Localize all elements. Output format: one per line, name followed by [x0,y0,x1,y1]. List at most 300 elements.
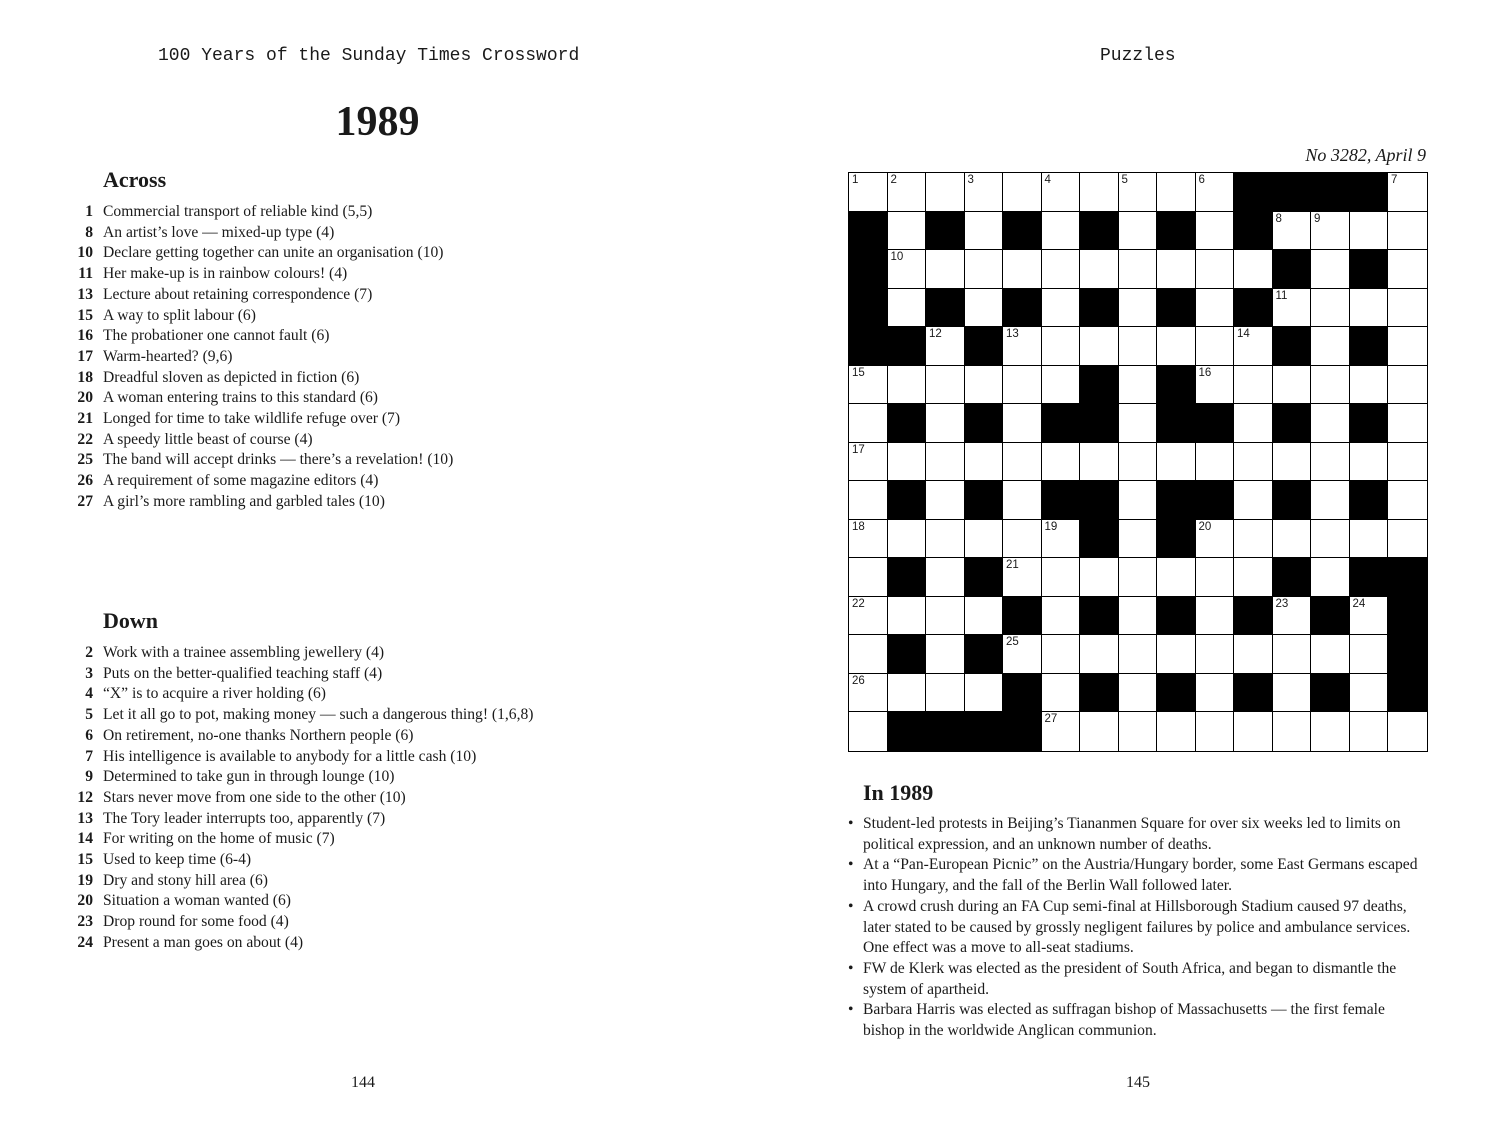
black-square [1234,674,1273,713]
down-clue [70,705,630,726]
grid-cell [1350,635,1389,674]
clue-text: The band will accept drinks — there’s a revelation! (10) [103,451,454,469]
grid-cell [1042,173,1081,212]
black-square [849,327,888,366]
grid-cell [1196,289,1235,328]
black-square [926,712,965,751]
down-clue [70,933,630,954]
year-title: 1989 [335,99,420,145]
grid-cell [1311,443,1350,482]
down-clue [70,767,630,788]
grid-cell [888,443,927,482]
cell-number: 1 [852,174,859,186]
grid-cell [926,520,965,559]
clue-number: 22 [77,430,93,448]
grid-cell [888,212,927,251]
grid-cell [1311,558,1350,597]
grid-cell [1388,404,1427,443]
black-square [1080,481,1119,520]
grid-cell [888,289,927,328]
down-clue [70,684,630,705]
black-square [888,712,927,751]
black-square [849,212,888,251]
black-square [1080,212,1119,251]
grid-cell [1273,635,1312,674]
clue-number: 17 [77,347,93,365]
clue-number: 13 [77,809,93,827]
grid-cell [1003,481,1042,520]
clue-text: On retirement, no-one thanks Northern people (6) [103,726,414,744]
across-clues [70,202,630,513]
grid-cell [1080,173,1119,212]
grid-cell [1350,289,1389,328]
black-square [1234,597,1273,636]
grid-cell [1196,674,1235,713]
cell-number: 8 [1275,212,1282,225]
clue-number: 15 [77,851,93,869]
black-square [1350,173,1389,212]
black-square [1003,212,1042,251]
down-clues [70,643,630,954]
grid-cell [926,558,965,597]
grid-cell [1042,558,1081,597]
clue-text: An artist’s love — mixed-up type (4) [103,223,335,241]
grid-cell [1311,481,1350,520]
grid-cell [1388,327,1427,366]
grid-cell [1157,327,1196,366]
black-square [888,635,927,674]
black-square [1080,597,1119,636]
cell-number: 13 [1006,328,1019,340]
grid-cell [1196,712,1235,751]
grid-cell [1157,712,1196,751]
black-square [1273,327,1312,366]
clue-number: 21 [77,410,93,428]
grid-cell [1080,327,1119,366]
cell-number: 19 [1044,520,1058,533]
grid-cell [965,250,1004,289]
grid-cell [1042,712,1081,751]
down-clue [70,829,630,850]
grid-cell [849,558,888,597]
black-square [1080,366,1119,405]
bullet-icon: • [848,815,854,832]
across-clue [70,306,630,327]
cell-number: 24 [1352,597,1366,610]
clue-number: 3 [85,664,93,682]
fact-item [848,814,1428,855]
black-square [1157,366,1196,405]
clue-number: 9 [85,768,93,786]
clue-text: Commercial transport of reliable kind (5,5) [103,203,373,220]
grid-cell [1350,443,1389,482]
grid-cell [1196,597,1235,636]
bullet-icon: • [848,959,854,977]
grid-cell [1234,712,1273,751]
grid-cell [1311,404,1350,443]
cell-number: 4 [1044,174,1051,186]
grid-cell [926,327,965,366]
black-square [888,404,927,443]
clue-number: 25 [77,451,93,469]
black-square [1273,404,1312,443]
clue-number: 24 [77,933,93,951]
grid-cell [1350,712,1389,751]
black-square [1080,404,1119,443]
grid-cell [1157,443,1196,482]
black-square [1350,481,1389,520]
cell-number: 22 [852,597,865,610]
grid-cell [888,520,927,559]
grid-cell [1350,597,1389,636]
grid-cell [1273,443,1312,482]
cell-number: 11 [1275,289,1288,302]
clue-text: Her make-up is in rainbow colours! (4) [103,265,348,283]
clue-number: 1 [85,203,93,220]
grid-cell [1042,250,1081,289]
grid-cell [1311,366,1350,405]
black-square [1157,597,1196,636]
grid-cell [1273,712,1312,751]
black-square [1273,173,1312,212]
black-square [1003,597,1042,636]
black-square [1196,481,1235,520]
black-square [1003,289,1042,328]
cell-number: 23 [1275,597,1289,610]
clue-text: Let it all go to pot, making money — such a dangerous thing! (1,6,8) [103,706,534,724]
fact-text: Barbara Harris was elected as suffragan bishop of Massachusetts — the first female bishop in the worldwide Anglican communion. [863,1001,1385,1040]
fact-text: At a “Pan-European Picnic” on the Austria/Hungary border, some East Germans escaped into Hungary, and the fall of the Berlin Wall followed later. [863,856,1418,895]
grid-cell [1042,635,1081,674]
grid-cell [1119,212,1158,251]
grid-cell [849,597,888,636]
grid-cell [1119,173,1158,212]
grid-cell [1234,635,1273,674]
cell-number: 5 [1121,174,1128,186]
cell-number: 10 [890,251,904,263]
grid-cell [849,173,888,212]
clue-number: 6 [85,726,93,744]
black-square [1234,212,1273,251]
grid-cell [965,173,1004,212]
clue-text: A speedy little beast of course (4) [103,430,313,448]
grid-cell [849,520,888,559]
black-square [849,289,888,328]
black-square [1350,250,1389,289]
facts-heading: In 1989 [863,780,934,805]
grid-cell [1003,635,1042,674]
clue-text: His intelligence is available to anybody for a little cash (10) [103,747,477,765]
down-clue [70,891,630,912]
down-clue [70,643,630,664]
facts-list [848,814,1428,1042]
black-square [926,212,965,251]
grid-cell [849,404,888,443]
grid-cell [965,366,1004,405]
down-clue [70,664,630,685]
black-square [1157,520,1196,559]
grid-cell [1157,250,1196,289]
grid-cell [1388,212,1427,251]
cell-number: 18 [852,520,865,533]
clue-text: Situation a woman wanted (6) [103,892,291,910]
black-square [965,327,1004,366]
black-square [1388,597,1427,636]
down-clue [70,726,630,747]
grid-cell [1388,520,1427,559]
grid-cell [1234,327,1273,366]
cell-number: 17 [852,443,865,456]
grid-cell [1196,327,1235,366]
grid-cell [1311,212,1350,251]
grid-cell [1350,674,1389,713]
clue-number: 10 [77,244,93,262]
cell-number: 21 [1006,559,1019,571]
clue-text: Dreadful sloven as depicted in fiction (6) [103,368,360,386]
black-square [1273,250,1312,289]
fact-text: FW de Klerk was elected as the president of South Africa, and began to dismantle the system of apartheid. [863,959,1397,998]
clue-text: Stars never move from one side to the other (10) [103,788,406,806]
grid-cell [965,443,1004,482]
cell-number: 25 [1006,636,1019,648]
grid-cell [1119,443,1158,482]
grid-cell [1388,173,1427,212]
grid-cell [1388,443,1427,482]
grid-cell [1080,250,1119,289]
grid-cell [849,481,888,520]
grid-cell [1234,558,1273,597]
black-square [965,481,1004,520]
clue-number: 8 [85,223,93,241]
grid-cell [965,520,1004,559]
grid-cell [1234,481,1273,520]
black-square [1350,404,1389,443]
grid-cell [1003,173,1042,212]
down-clue [70,871,630,892]
fact-text: A crowd crush during an FA Cup semi-final at Hillsborough Stadium caused 97 deaths, later stated to be caused by grossly negligent failures by police and ambulance services. One effect was a move to all-seat stadiums. [863,897,1411,957]
grid-cell [1157,635,1196,674]
grid-cell [1003,404,1042,443]
cell-number: 12 [929,328,942,340]
grid-cell [1311,250,1350,289]
black-square [1388,635,1427,674]
black-square [888,327,927,366]
black-square [888,558,927,597]
black-square [1157,212,1196,251]
down-clue [70,788,630,809]
clue-text: The probationer one cannot fault (6) [103,327,330,345]
across-clue [70,388,630,409]
across-clue [70,202,630,223]
grid-cell [1080,635,1119,674]
cell-number: 26 [852,674,865,687]
bullet-icon: • [848,856,854,874]
grid-cell [849,443,888,482]
across-clue [70,430,630,451]
clue-text: Lecture about retaining correspondence (7) [103,285,373,303]
black-square [1234,289,1273,328]
clue-text: Puts on the better-qualified teaching staff (4) [103,664,383,682]
clue-text: A woman entering trains to this standard (6) [103,389,378,407]
across-heading: Across [103,167,167,192]
clue-text: The Tory leader interrupts too, apparently (7) [103,809,386,827]
grid-cell [926,481,965,520]
grid-cell [1042,443,1081,482]
fact-item [848,855,1428,896]
black-square [1003,712,1042,751]
grid-cell [1119,674,1158,713]
black-square [1388,558,1427,597]
grid-cell [1311,327,1350,366]
grid-cell [1080,712,1119,751]
clue-number: 15 [77,306,93,324]
clue-number: 2 [85,644,93,661]
clue-text: Warm-hearted? (9,6) [103,347,233,365]
clue-text: Dry and stony hill area (6) [103,871,268,889]
grid-cell [1234,443,1273,482]
grid-cell [1273,289,1312,328]
grid-cell [926,366,965,405]
running-head-right: Puzzles [1100,46,1176,66]
grid-cell [1042,597,1081,636]
clue-number: 23 [77,913,93,931]
grid-cell [1042,520,1081,559]
black-square [1157,289,1196,328]
grid-cell [1388,250,1427,289]
grid-cell [1119,404,1158,443]
page-number-left: 144 [351,1074,375,1091]
grid-cell [1273,520,1312,559]
clue-text: A way to split labour (6) [103,306,256,324]
grid-cell [1311,712,1350,751]
cell-number: 3 [967,174,974,186]
black-square [849,250,888,289]
grid-cell [926,674,965,713]
grid-cell [1003,520,1042,559]
grid-cell [1273,212,1312,251]
grid-cell [1042,674,1081,713]
grid-cell [1388,481,1427,520]
grid-cell [1311,289,1350,328]
fact-item [848,959,1428,1000]
grid-cell [1042,212,1081,251]
page-number-right: 145 [1126,1074,1150,1091]
grid-cell [1311,635,1350,674]
across-clue [70,347,630,368]
grid-cell [926,443,965,482]
clue-text: “X” is to acquire a river holding (6) [103,685,326,703]
grid-cell [1119,366,1158,405]
grid-cell [965,289,1004,328]
across-clue [70,285,630,306]
black-square [1042,481,1081,520]
grid-cell [1350,212,1389,251]
grid-cell [888,366,927,405]
clue-text: Declare getting together can unite an organisation (10) [103,244,444,262]
cell-number: 16 [1198,366,1212,379]
down-heading: Down [103,608,159,633]
grid-cell [926,250,965,289]
grid-cell [888,674,927,713]
grid-cell [1157,558,1196,597]
grid-cell [1234,250,1273,289]
across-clue [70,223,630,244]
clue-text: Work with a trainee assembling jewellery (4) [103,644,385,661]
across-clue [70,243,630,264]
grid-cell [1196,635,1235,674]
clue-number: 7 [85,747,93,765]
crossword-grid [848,172,1428,752]
clue-number: 20 [77,389,93,407]
across-clue [70,450,630,471]
grid-cell [1042,327,1081,366]
clue-text: A girl’s more rambling and garbled tales (10) [103,492,385,510]
black-square [1157,481,1196,520]
grid-cell [888,597,927,636]
grid-cell [1003,443,1042,482]
grid-cell [849,635,888,674]
clue-number: 5 [85,706,93,724]
grid-cell [1234,520,1273,559]
grid-cell [1042,289,1081,328]
grid-cell [849,366,888,405]
cell-number: 15 [852,366,865,379]
clue-number: 26 [77,472,93,490]
black-square [1311,173,1350,212]
black-square [965,635,1004,674]
across-clue [70,409,630,430]
cell-number: 27 [1044,713,1058,725]
grid-cell [1196,173,1235,212]
grid-cell [1119,289,1158,328]
black-square [1350,558,1389,597]
black-square [1273,481,1312,520]
down-clue [70,850,630,871]
grid-cell [1003,558,1042,597]
grid-cell [1273,366,1312,405]
black-square [1234,173,1273,212]
grid-cell [926,404,965,443]
across-clue [70,471,630,492]
grid-cell [1196,520,1235,559]
grid-cell [888,173,927,212]
grid-cell [1388,366,1427,405]
cell-number: 9 [1314,212,1321,225]
down-clue [70,809,630,830]
clue-number: 11 [78,265,93,283]
black-square [1080,520,1119,559]
grid-cell [1119,558,1158,597]
running-head-left: 100 Years of the Sunday Times Crossword [158,46,580,66]
clue-number: 13 [77,285,93,303]
clue-number: 16 [77,327,93,345]
across-clue [70,492,630,513]
black-square [926,289,965,328]
clue-number: 18 [77,368,93,386]
grid-cell [1003,327,1042,366]
black-square [1350,327,1389,366]
cell-number: 2 [890,174,897,186]
clue-number: 19 [77,871,93,889]
grid-cell [1388,712,1427,751]
cell-number: 20 [1198,520,1212,533]
grid-cell [926,635,965,674]
black-square [1196,404,1235,443]
grid-cell [1042,366,1081,405]
black-square [1042,404,1081,443]
clue-number: 27 [77,492,93,510]
down-clue [70,747,630,768]
